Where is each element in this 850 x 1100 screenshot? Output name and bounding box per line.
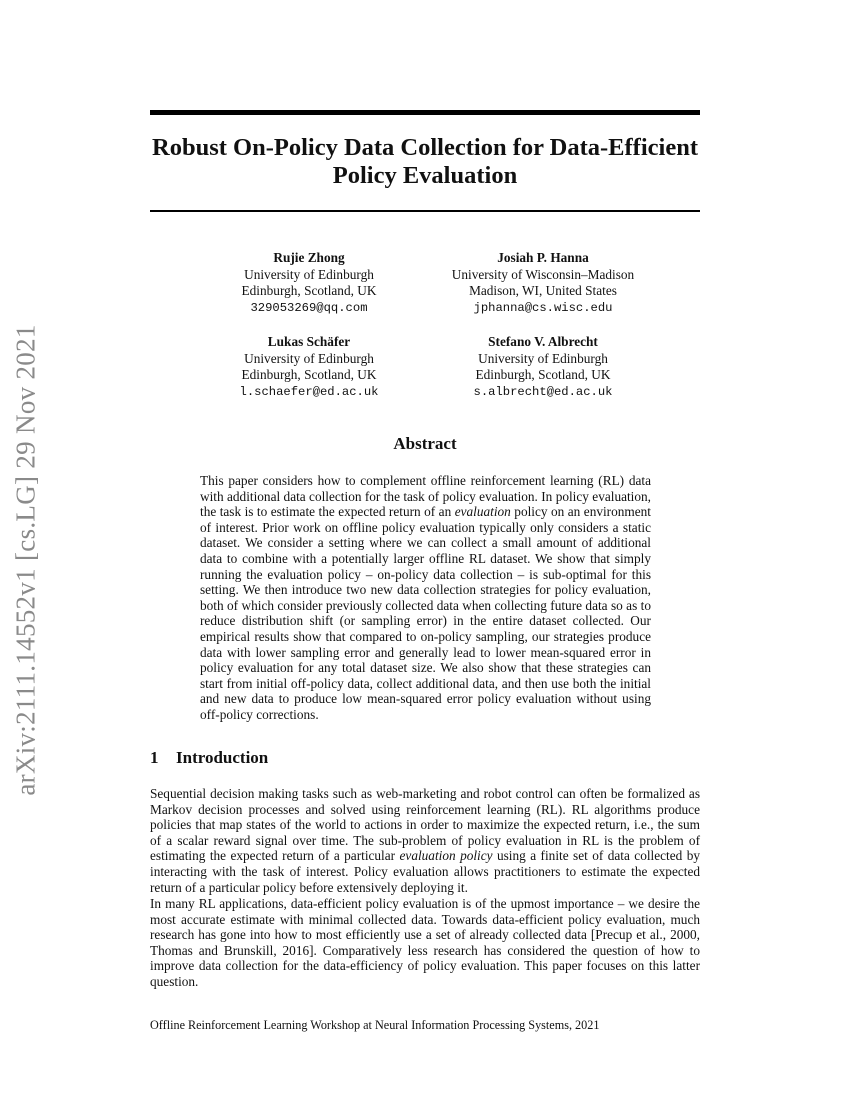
author-block xyxy=(413,334,673,400)
intro-paragraph-1 xyxy=(150,786,700,895)
venue-footer: Offline Reinforcement Learning Workshop at Neural Information Processing Systems, 2021 xyxy=(150,1018,600,1032)
arxiv-stamp-text: arXiv:2111.14552v1 [cs.LG] 29 Nov 2021 xyxy=(10,324,41,796)
abstract-text: policy on an environment of interest. Prior work on offline policy evaluation typically only considers a static dataset. We consider a setting where we can collect a small amount of additional data to combine with a potentially larger offline RL dataset. We show that simply running the evaluation policy – on-policy data collection – is sub-optimal for this setting. We then introduce two new data collection strategies for policy evaluation, both of which consider previously collected data when collecting future data so as to reduce distribution shift (or sampling error) in the entire dataset collected. Our empirical results show that compared to on-policy sampling, our strategies produce data with lower sampling error and generally lead to lower mean-squared error in policy evaluation for any total dataset size. We also show that these strategies can start from initial off-policy data, collect additional data, and then use both the initial and new data to produce low mean-squared error policy evaluation without using off-policy corrections. xyxy=(200,504,651,722)
author-name: Stefano V. Albrecht xyxy=(488,334,598,349)
author-email: s.albrecht@ed.ac.uk xyxy=(473,384,613,399)
author-block xyxy=(179,334,439,400)
author-location: Madison, WI, United States xyxy=(469,283,617,298)
author-block xyxy=(413,250,673,316)
intro-paragraph-2: In many RL applications, data-efficient policy evaluation is of the upmost importance – we desire the most accurate estimate with minimal collected data. Towards data-efficient policy evaluation, much research has gone into how to most efficiently use a set of already collected data [Precup et al., 2000, Thomas and Brunskill, 2016]. Comparatively less research has considered the question of how to improve data collection for the data-efficiency of policy evaluation. This paper focuses on this latter question. xyxy=(150,896,700,989)
author-email: 329053269@qq.com xyxy=(250,300,368,315)
paragraph-emphasis: evaluation policy xyxy=(399,848,493,864)
author-name: Lukas Schäfer xyxy=(267,334,351,349)
abstract-body xyxy=(200,473,651,723)
author-email: l.schaefer@ed.ac.uk xyxy=(239,384,379,399)
paragraph-text: Sequential decision making tasks such as web-marketing and robot control can often be formalized as Markov decision processes and solved using reinforcement learning (RL). RL algorithms produce policies that map states of the world to actions in order to maximize the expected return, i.e., the sum of a scalar reward signal over time. The sub-problem of policy evaluation in RL is the problem of estimating the expected return of a particular xyxy=(150,786,700,864)
paragraph-text: using a finite set of data collected by interacting with the task of interest. Policy evaluation allows practitioners to estimate the expected return of a particular policy before extensively deploying it. xyxy=(150,848,700,895)
title-line-2: Policy Evaluation xyxy=(332,162,518,189)
author-email: jphanna@cs.wisc.edu xyxy=(473,300,613,315)
author-affiliation: University of Wisconsin–Madison xyxy=(451,266,635,282)
author-affiliation: University of Edinburgh xyxy=(244,350,374,366)
title-top-rule xyxy=(150,110,700,115)
arxiv-stamp xyxy=(4,290,48,830)
author-block xyxy=(179,250,439,316)
abstract-emphasis: evaluation xyxy=(454,504,511,520)
author-name: Rujie Zhong xyxy=(273,250,345,265)
section-number: 1 xyxy=(150,748,159,767)
title-line-1: Robust On-Policy Data Collection for Data-Efficient xyxy=(152,134,698,161)
author-location: Edinburgh, Scotland, UK xyxy=(475,367,611,382)
abstract-heading: Abstract xyxy=(393,434,457,453)
author-location: Edinburgh, Scotland, UK xyxy=(241,283,377,298)
title-bottom-rule xyxy=(150,210,700,212)
author-affiliation: University of Edinburgh xyxy=(244,266,374,282)
section-title: Introduction xyxy=(176,748,269,767)
author-location: Edinburgh, Scotland, UK xyxy=(241,367,377,382)
abstract-text: This paper considers how to complement offline reinforcement learning (RL) data with additional data collection for the task of policy evaluation. In policy evaluation, the task is to estimate the expected return of an xyxy=(200,473,651,520)
author-name: Josiah P. Hanna xyxy=(497,250,589,265)
paper-title xyxy=(150,134,700,190)
author-affiliation: University of Edinburgh xyxy=(478,350,608,366)
section-heading xyxy=(150,748,268,768)
